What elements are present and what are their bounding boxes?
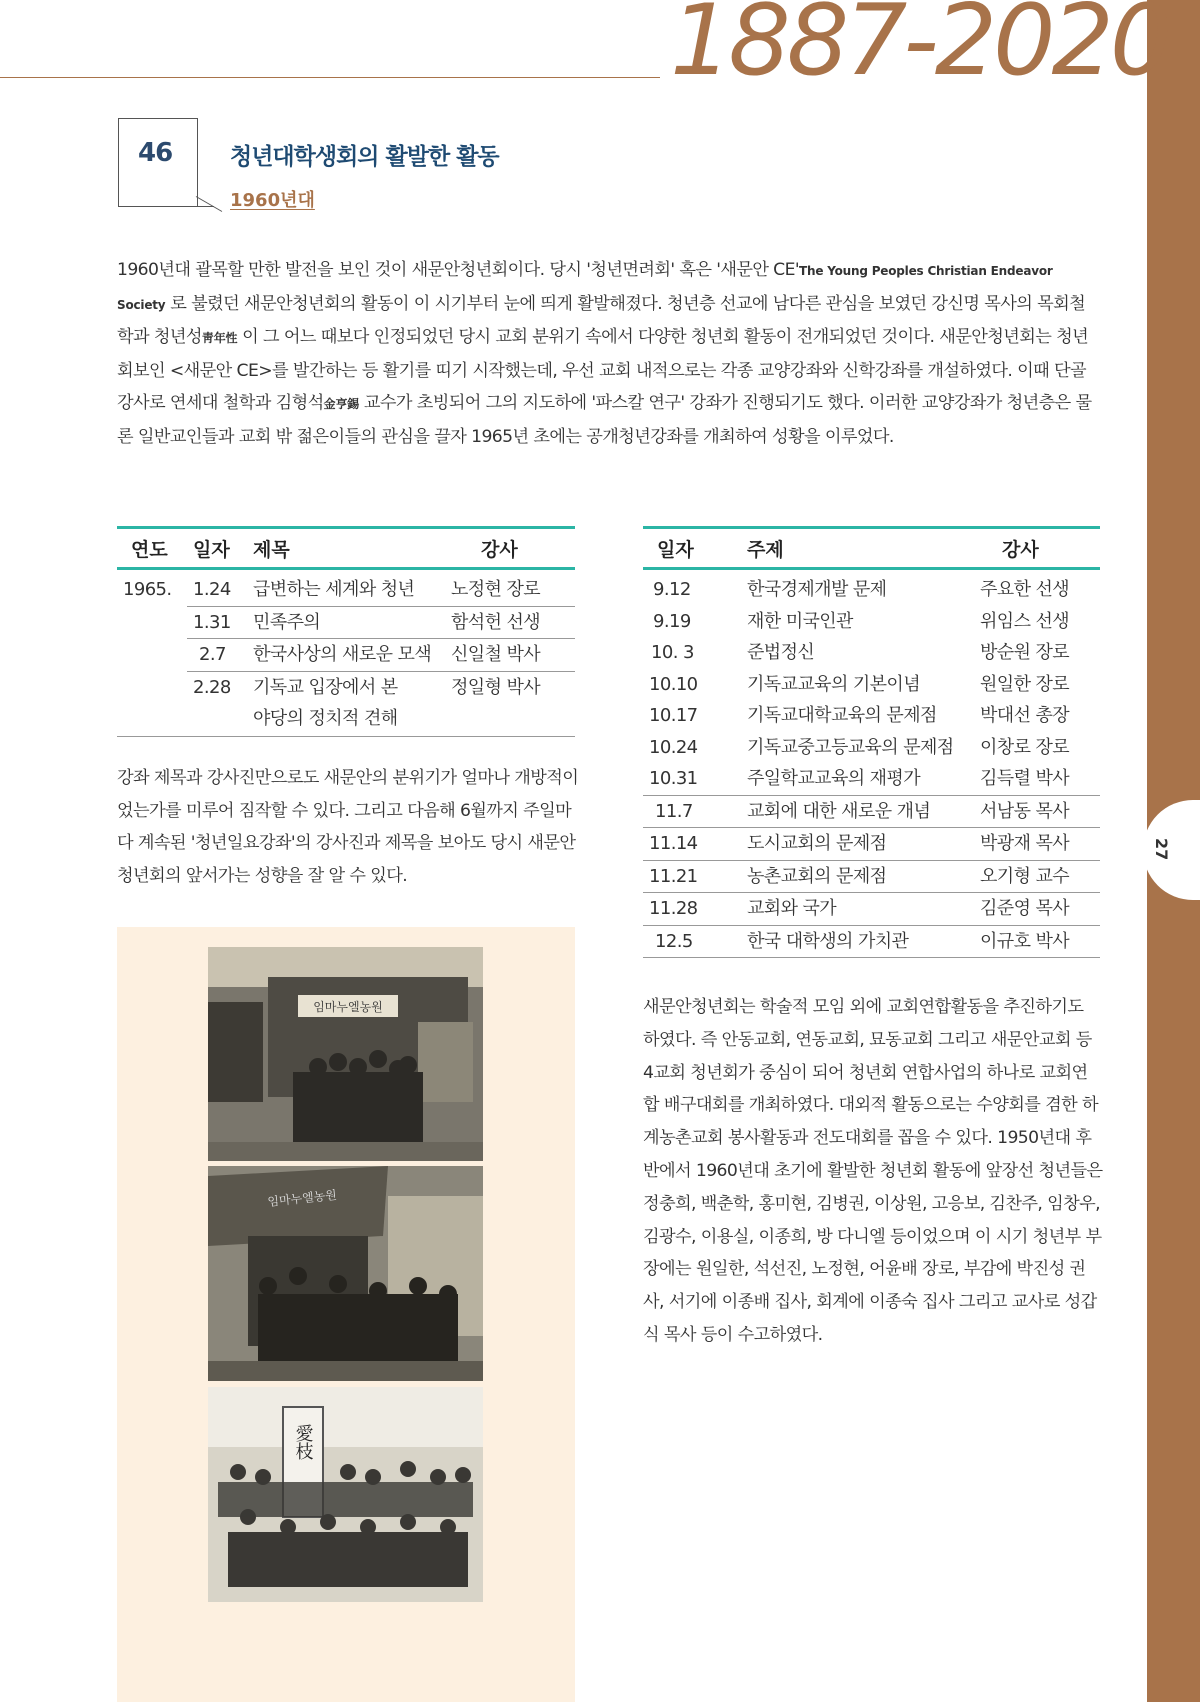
table-row: 11.28 교회와 국가 김준영 목사: [643, 893, 1100, 926]
table-row: 10.17 기독교대학교육의 문제점 박대선 총장: [649, 705, 1070, 726]
intro-paragraph: 1960년대 괄목할 만한 발전을 보인 것이 새문안청년회이다. 당시 '청년면려회' 혹은 '새문안 CE'The Young Peoples Christian Endeavor Society 로 불렸던 새문안청년회의 활동이 이 시기부터 눈에 띄게 활발해졌다. 청년층 선교에 남다른 관심을 보였던 강신명 목사의 목회철학과 청년성靑年性 이 그 어느 때보다 인정되었던 당시 교회 분위기 속에서 다양한 청년회 활동이 전개되었던 것이다. 새문안청년회는 청년회보인 <새문안 CE>를 발간하는 등 활기를 띠기 시작했는데, 우선 교회 내적으로는 각종 교양강좌와 신학강좌를 개설하였다. 이때 단골강사로 연세대 철학과 김형석金亨錫 교수가 초빙되어 그의 지도하에 '파스칼 연구' 강좌가 진행되기도 했다. 이러한 교양강좌가 청년층은 물론 일반교인들과 교회 밖 젊은이들의 관심을 끌자 1965년 초에는 공개청년강좌를 개최하여 성황을 이루었다.: [117, 260, 1092, 447]
year-range-title: 1887-2020: [670, 0, 1169, 98]
col-header-topic: 주제: [743, 528, 980, 569]
photo-sign-2: 임마누엘농원: [266, 1187, 338, 1209]
monument-inscription: 愛枝: [292, 1424, 314, 1460]
table-row: 10. 3 준법정신 방순원 장로: [651, 642, 1070, 663]
table-row: 2.7 한국사상의 새로운 모색 신일철 박사: [117, 639, 575, 672]
section-title: 청년대학생회의 활발한 활동: [230, 144, 499, 170]
lecture-commentary: 강좌 제목과 강사진만으로도 새문안의 분위기가 얼마나 개방적이었는가를 미루어 짐작할 수 있다. 그리고 다음해 6월까지 주일마다 계속된 '청년일요강좌'의 강사진과 제목을 보아도 당시 새문안청년회의 앞서가는 성향을 잘 알 수 있다.: [117, 768, 579, 886]
table-row: 11.7 교회에 대한 새로운 개념 서남동 목사: [643, 795, 1100, 828]
col-header-title: 제목: [253, 528, 451, 569]
youth-activities-paragraph: 새문안청년회는 학술적 모임 외에 교회연합활동을 추진하기도 하였다. 즉 안동교회, 연동교회, 묘동교회 그리고 새문안교회 등 4교회 청년회가 중심이 되어 청년회 연합사업의 하나로 교회연합 배구대회를 개최하였다. 대외적 활동으로는 수양회를 겸한 하계농촌교회 봉사활동과 전도대회를 꼽을 수 있다. 1950년대 후반에서 1960년대 초기에 활발한 청년회 활동에 앞장선 청년들은 정충희, 백춘학, 홍미현, 김병권, 이상원, 고응보, 김찬주, 임창우, 김광수, 이용실, 이종희, 방 다니엘 등이었으며 이 시기 청년부 부장에는 원일한, 석선진, 노정현, 어윤배 장로, 부감에 박진성 권사, 서기에 이종배 집사, 회계에 이종숙 집사 그리고 교사로 성갑식 목사 등이 수고하였다.: [643, 997, 1103, 1345]
sunday-lecture-table: [643, 526, 1100, 958]
table-row: 11.14 도시교회의 문제점 박광재 목사: [643, 828, 1100, 861]
table-row: 1965. 1.24 급변하는 세계와 청년 노정현 장로: [117, 569, 575, 607]
section-number: 46: [138, 138, 173, 168]
table-row: 11.21 농촌교회의 문제점 오기형 교수: [643, 860, 1100, 893]
table-row: 1.31 민족주의 함석헌 선생: [117, 606, 575, 639]
photo-group-building: [208, 947, 483, 1161]
table-row: 10.10 기독교교육의 기본이념 원일한 장로: [649, 673, 1070, 695]
col-header-lecturer: 강사: [980, 528, 1100, 569]
table-row: 2.28 기독교 입장에서 본 야당의 정치적 견해 정일형 박사: [117, 671, 575, 736]
col-header-date: 일자: [187, 528, 253, 569]
table-row: 9.19 재한 미국인관 위임스 선생: [653, 610, 1070, 632]
col-header-date: 일자: [643, 528, 743, 569]
hanja-note: 金亨錫: [323, 397, 360, 411]
table-row: 10.24 기독교중고등교육의 문제점 이창로 장로: [649, 736, 1070, 758]
table-row: 9.12 한국경제개발 문제 주요한 선생: [653, 579, 1070, 600]
page-number: 27: [1152, 838, 1171, 861]
header-rule: [0, 77, 660, 78]
table-row: 10.31 주일학교교육의 재평가 김득렬 박사: [643, 763, 1100, 795]
photo-sign-1: 임마누엘농원: [313, 1000, 383, 1014]
english-name: The Young Peoples Christian Endeavor Society: [117, 264, 1053, 312]
hanja-note: 靑年性: [201, 331, 238, 345]
public-lecture-table: [117, 526, 575, 737]
photo-group-monument: [208, 1387, 483, 1602]
col-header-lecturer: 강사: [451, 528, 575, 569]
table-row: 12.5 한국 대학생의 가치관 이규호 박사: [643, 925, 1100, 958]
section-period: 1960년대: [230, 190, 315, 211]
photo-group-doorway: [208, 1166, 483, 1381]
col-header-year: 연도: [117, 528, 187, 569]
section-box-corner: [196, 196, 222, 212]
